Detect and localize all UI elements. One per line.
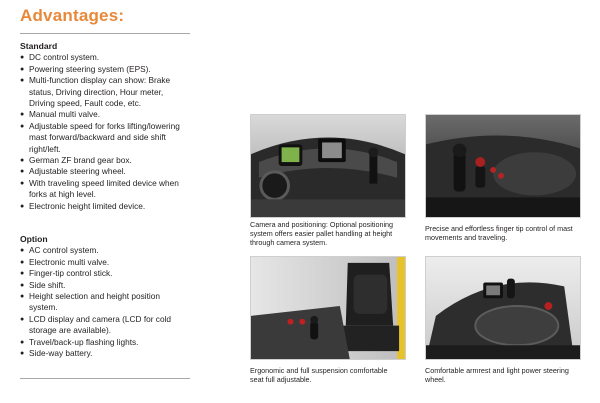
list-item: ● Electronic height limited device. <box>20 201 198 212</box>
list-item: ● Side-way battery. <box>20 348 198 359</box>
list-item: ● With traveling speed limited device when forks at high level. <box>20 178 198 201</box>
photo-caption: Camera and positioning: Optional positioning system offers easier pallet handling at height through camera system. <box>250 220 394 248</box>
list-item: ● Height selection and height position system. <box>20 291 198 314</box>
option-list <box>20 245 198 359</box>
bottom-divider <box>20 378 190 379</box>
list-item: ● Finger-tip control stick. <box>20 268 198 279</box>
list-item: ● Electronic multi valve. <box>20 257 198 268</box>
list-item: ● Travel/back-up flashing lights. <box>20 337 198 348</box>
photo-caption: Ergonomic and full suspension comfortable seat full adjustable. <box>250 366 388 385</box>
fingertip-control-photo <box>425 114 581 218</box>
list-item: ● German ZF brand gear box. <box>20 155 198 166</box>
page-title: Advantages: <box>20 6 125 25</box>
option-section <box>20 234 198 359</box>
list-item: ● DC control system. <box>20 52 198 63</box>
list-item: ● Powering steering system (EPS). <box>20 64 198 75</box>
list-item: ● Side shift. <box>20 280 198 291</box>
photo-caption: Precise and effortless finger tip control of mast movements and traveling. <box>425 224 573 243</box>
list-item: ● LCD display and camera (LCD for cold storage are available). <box>20 314 198 337</box>
list-item: ● Multi-function display can show: Brake status, Driving direction, Hour meter, Driving speed, Fault code, etc. <box>20 75 198 109</box>
top-divider <box>20 33 190 34</box>
option-heading: Option <box>20 234 48 244</box>
armrest-steering-photo <box>425 256 581 360</box>
standard-heading: Standard <box>20 41 58 51</box>
photo-caption: Comfortable armrest and light power steering wheel. <box>425 366 569 385</box>
suspension-seat-photo <box>250 256 406 360</box>
list-item: ● Adjustable steering wheel. <box>20 166 198 177</box>
list-item: ● Adjustable speed for forks lifting/lowering mast forward/backward and side shift right/left. <box>20 121 198 155</box>
camera-dashboard-photo <box>250 114 406 218</box>
standard-section <box>20 41 198 212</box>
list-item: ● Manual multi valve. <box>20 109 198 120</box>
list-item: ● AC control system. <box>20 245 198 256</box>
standard-list <box>20 52 198 212</box>
